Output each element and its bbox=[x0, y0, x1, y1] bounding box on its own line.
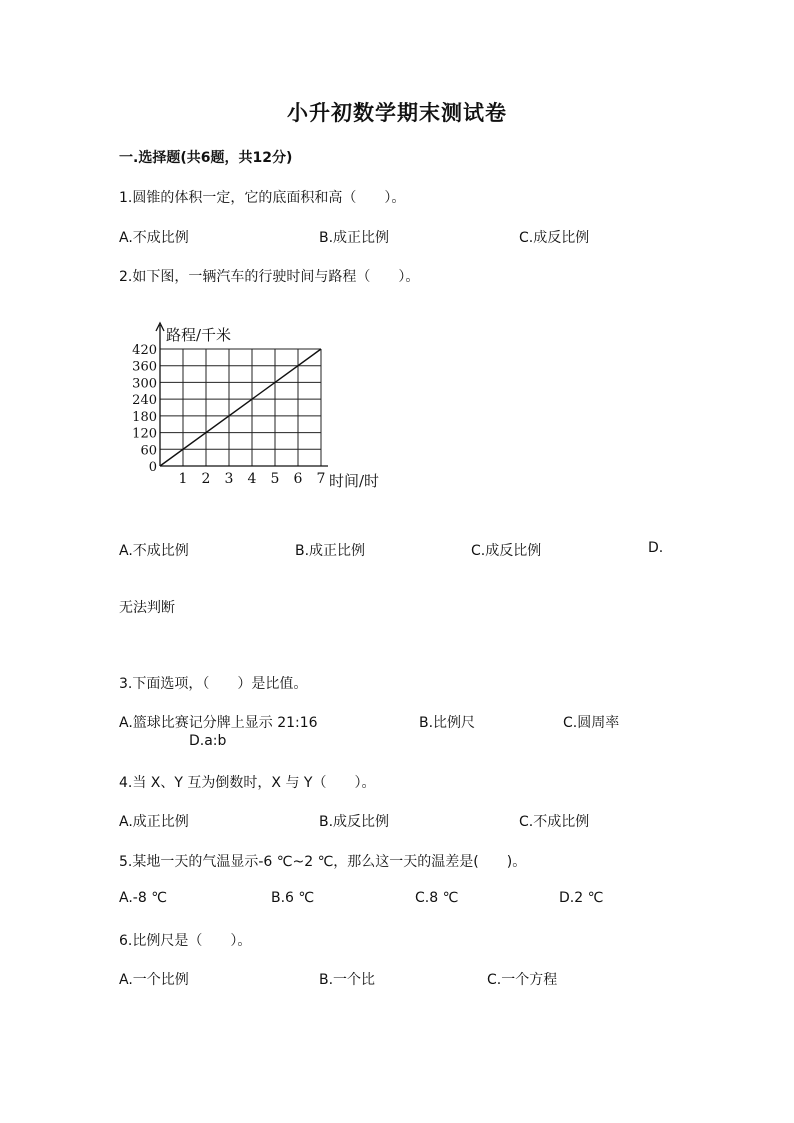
page-title: 小升初数学期末测试卷 bbox=[287, 100, 507, 125]
section-heading: 一.选择题(共6题，共12分) bbox=[119, 150, 293, 166]
series-line-0 bbox=[160, 349, 321, 466]
y-tick-label-60: 60 bbox=[140, 443, 157, 459]
y-tick-label-240: 240 bbox=[132, 393, 157, 409]
question-3-stem: 3.下面选项，（ ）是比值。 bbox=[119, 676, 308, 692]
y-tick-label-180: 180 bbox=[132, 409, 157, 425]
q3-option-a[interactable]: A.篮球比赛记分牌上显示 21:16 bbox=[119, 715, 318, 731]
q1-option-a[interactable]: A.不成比例 bbox=[119, 230, 189, 246]
question-6-stem: 6.比例尺是（ ）。 bbox=[119, 933, 252, 949]
x-tick-label-3: 3 bbox=[224, 471, 234, 487]
q1-option-b[interactable]: B.成正比例 bbox=[319, 230, 390, 246]
x-tick-label-6: 6 bbox=[293, 471, 303, 487]
chart-y-axis-label: 路程/千米 bbox=[166, 326, 232, 344]
question-4-stem: 4.当 X、Y 互为倒数时，X 与 Y（ ）。 bbox=[119, 775, 376, 791]
q2-option-c[interactable]: C.成反比例 bbox=[471, 543, 542, 559]
q2-option-d[interactable]: D. bbox=[648, 540, 664, 556]
q3-option-d[interactable]: D.a:b bbox=[189, 733, 227, 749]
x-tick-label-7: 7 bbox=[316, 471, 326, 487]
chart-series bbox=[160, 349, 321, 466]
q1-option-c[interactable]: C.成反比例 bbox=[519, 230, 590, 246]
q2-option-d-text: 无法判断 bbox=[119, 600, 175, 616]
q6-option-a[interactable]: A.一个比例 bbox=[119, 972, 189, 988]
q4-option-a[interactable]: A.成正比例 bbox=[119, 814, 189, 830]
q2-option-b[interactable]: B.成正比例 bbox=[295, 543, 366, 559]
q6-option-c[interactable]: C.一个方程 bbox=[487, 972, 558, 988]
chart-axes bbox=[156, 323, 328, 466]
question-2-stem: 2.如下图，一辆汽车的行驶时间与路程（ ）。 bbox=[119, 269, 420, 285]
q4-option-c[interactable]: C.不成比例 bbox=[519, 814, 590, 830]
question-1-stem: 1.圆锥的体积一定，它的底面积和高（ ）。 bbox=[119, 190, 406, 206]
question-5-stem: 5.某地一天的气温显示-6 ℃~2 ℃，那么这一天的温差是( )。 bbox=[119, 854, 527, 870]
y-tick-label-120: 120 bbox=[132, 426, 157, 442]
q5-option-a[interactable]: A.-8 ℃ bbox=[119, 890, 167, 906]
q3-option-c[interactable]: C.圆周率 bbox=[563, 715, 620, 731]
q5-option-b[interactable]: B.6 ℃ bbox=[271, 890, 315, 906]
distance-time-chart bbox=[128, 320, 398, 495]
y-tick-label-360: 360 bbox=[132, 359, 157, 375]
q6-option-b[interactable]: B.一个比 bbox=[319, 972, 376, 988]
q2-option-a[interactable]: A.不成比例 bbox=[119, 543, 189, 559]
chart-x-axis-label: 时间/时 bbox=[329, 472, 380, 490]
y-tick-label-300: 300 bbox=[132, 376, 157, 392]
q3-option-b[interactable]: B.比例尺 bbox=[419, 715, 476, 731]
y-tick-label-420: 420 bbox=[132, 343, 157, 358]
x-tick-label-2: 2 bbox=[201, 471, 211, 487]
y-tick-label-0: 0 bbox=[148, 460, 157, 475]
x-tick-label-4: 4 bbox=[247, 471, 257, 487]
x-tick-label-5: 5 bbox=[270, 471, 280, 487]
q4-option-b[interactable]: B.成反比例 bbox=[319, 814, 390, 830]
x-tick-label-1: 1 bbox=[178, 471, 188, 487]
q5-option-d[interactable]: D.2 ℃ bbox=[559, 890, 604, 906]
q5-option-c[interactable]: C.8 ℃ bbox=[415, 890, 459, 906]
